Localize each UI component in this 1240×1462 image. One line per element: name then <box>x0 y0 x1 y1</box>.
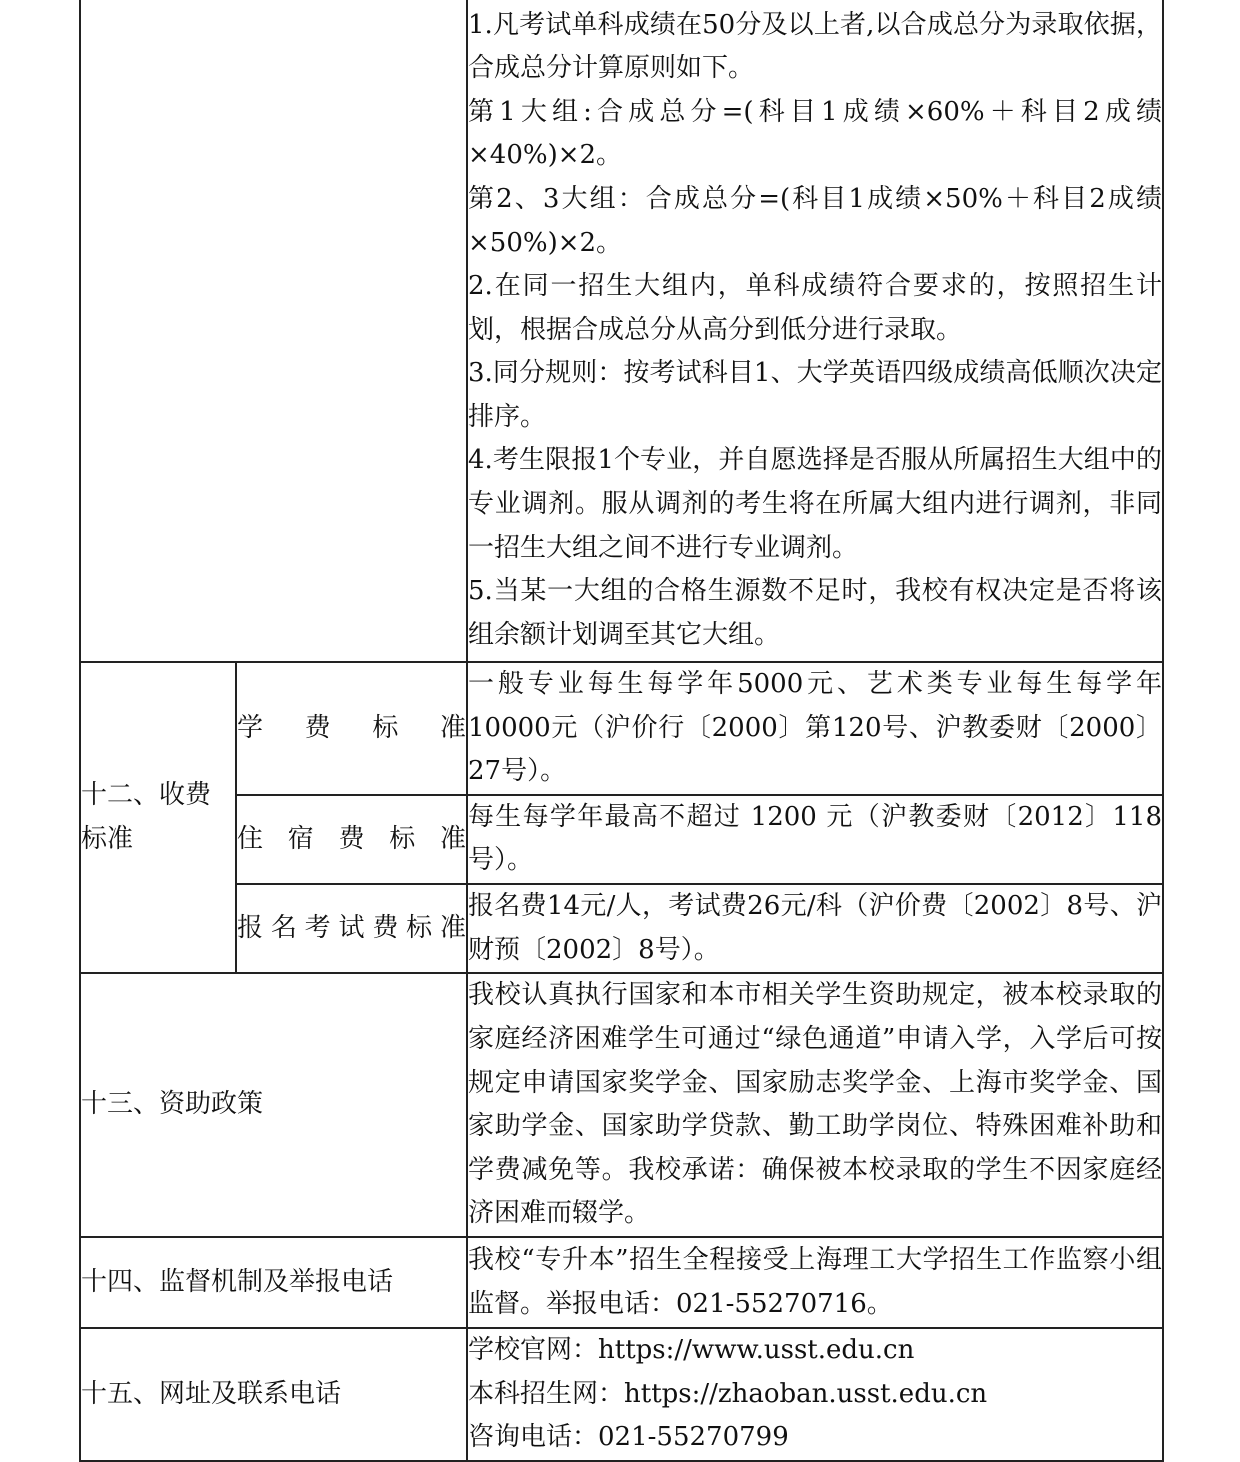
label-char: 费 <box>372 912 399 943</box>
supervision-row <box>80 1237 1163 1328</box>
fees-section-label: 十二、收费标准 <box>80 662 236 973</box>
exam-fee-label <box>237 907 466 951</box>
aid-text: 我校认真执行国家和本市相关学生资助规定，被本校录取的家庭经济困难学生可通过“绿色通道”申请入学，入学后可按规定申请国家奖学金、国家励志奖学金、上海市奖学金、国家助学金、国家助学贷款、勤工助学岗位、特殊困难补助和学费减免等。我校承诺：确保被本校录取的学生不因家庭经济困难而辍学。 <box>467 973 1163 1237</box>
tuition-row <box>80 662 1163 795</box>
label-char: 费 <box>304 712 331 743</box>
label-char: 住 <box>237 823 264 854</box>
accommodation-label-cell <box>236 795 467 884</box>
accommodation-text: 每生每学年最高不超过 1200 元（沪教委财〔2012〕118号）。 <box>467 795 1163 884</box>
aid-row <box>80 973 1163 1237</box>
label-char: 学 <box>237 712 264 743</box>
accommodation-label <box>237 818 466 862</box>
exam-fee-label-cell <box>236 884 467 973</box>
rule-paragraph: 3.同分规则：按考试科目1、大学英语四级成绩高低顺次决定排序。 <box>468 358 1162 432</box>
official-website-line[interactable]: 学校官网：https://www.usst.edu.cn <box>468 1335 915 1366</box>
rule-paragraph: 1.凡考试单科成绩在50分及以上者,以合成总分为录取依据，合成总分计算原则如下。 <box>468 9 1162 84</box>
exam-fee-text: 报名费14元/人，考试费26元/科（沪价费〔2002〕8号、沪财预〔2002〕8号）。 <box>467 884 1163 973</box>
supervision-text: 我校“专升本”招生全程接受上海理工大学招生工作监察小组监督。举报电话：021-55270716。 <box>467 1237 1163 1328</box>
supervision-label: 十四、监督机制及举报电话 <box>80 1237 467 1328</box>
contact-row <box>80 1328 1163 1461</box>
tuition-label <box>237 707 466 751</box>
tuition-label-cell <box>236 662 467 795</box>
label-char: 试 <box>338 912 365 943</box>
rule-paragraph: 4.考生限报1个专业，并自愿选择是否服从所属招生大组中的专业调剂。服从调剂的考生将在所属大组内进行调剂，非同一招生大组之间不进行专业调剂。 <box>468 445 1162 563</box>
admission-table <box>79 0 1164 1462</box>
label-char: 费 <box>338 823 365 854</box>
rule-paragraph: 2.在同一招生大组内，单科成绩符合要求的，按照招生计划，根据合成总分从高分到低分进行录取。 <box>468 271 1162 345</box>
rules-row <box>80 0 1163 662</box>
label-char: 准 <box>439 912 466 943</box>
rule-paragraph: 第2、3大组：合成总分=(科目1成绩×50%＋科目2成绩×50%)×2。 <box>468 183 1162 258</box>
label-char: 考 <box>304 912 331 943</box>
label-char: 报 <box>237 912 264 943</box>
label-char: 准 <box>439 823 466 854</box>
tuition-text: 一般专业每生每学年5000元、艺术类专业每生每学年10000元（沪价行〔2000〕第120号、沪教委财〔2000〕27号）。 <box>467 662 1163 795</box>
exam-fee-row <box>80 884 1163 973</box>
label-char: 准 <box>439 712 466 743</box>
label-char: 标 <box>389 823 416 854</box>
label-char: 宿 <box>287 823 314 854</box>
rules-label-cell <box>80 0 467 662</box>
consult-phone-line: 咨询电话：021-55270799 <box>468 1422 789 1453</box>
label-char: 名 <box>270 912 297 943</box>
admissions-website-line[interactable]: 本科招生网：https://zhaoban.usst.edu.cn <box>468 1378 988 1409</box>
contact-content <box>467 1328 1163 1461</box>
aid-label: 十三、资助政策 <box>80 973 467 1237</box>
accommodation-row <box>80 795 1163 884</box>
contact-label: 十五、网址及联系电话 <box>80 1328 467 1461</box>
label-char: 标 <box>406 912 433 943</box>
rules-content <box>467 0 1163 662</box>
label-char: 标 <box>372 712 399 743</box>
rule-paragraph: 第1大组:合成总分=(科目1成绩×60%＋科目2成绩×40%)×2。 <box>468 96 1162 171</box>
rule-paragraph: 5.当某一大组的合格生源数不足时，我校有权决定是否将该组余额计划调至其它大组。 <box>468 576 1162 650</box>
